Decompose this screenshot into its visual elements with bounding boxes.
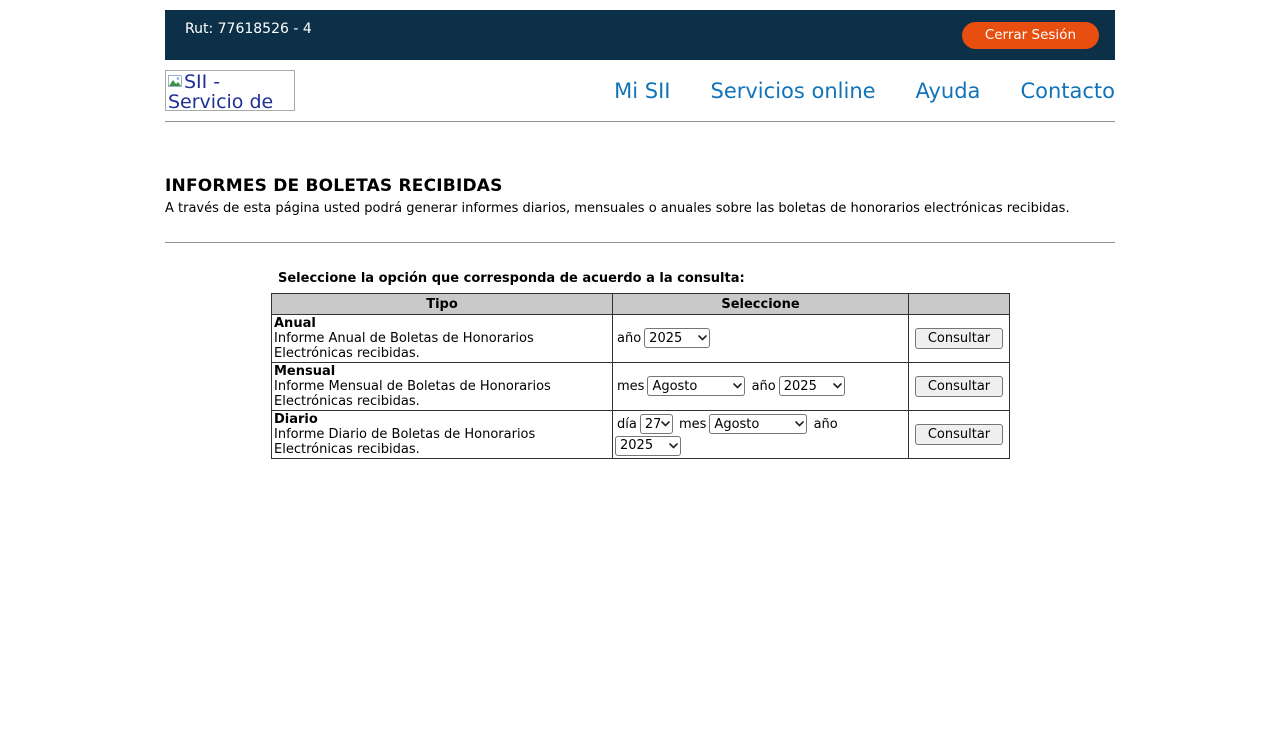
column-header-seleccione: Seleccione [613,294,909,315]
reports-table [271,293,1010,459]
nav-link-contacto[interactable]: Contacto [1020,78,1115,103]
reports-form-section [271,271,1009,459]
diario-type-cell [272,411,613,459]
report-row-mensual [272,363,1010,411]
mensual-consultar-button[interactable]: Consultar [915,376,1003,397]
row-type-label: Anual [274,316,316,331]
anual-consultar-button[interactable]: Consultar [915,328,1003,349]
rut-label: Rut: 77618526 - 4 [185,21,312,37]
report-row-diario [272,411,1010,459]
column-header-action [909,294,1010,315]
anual-action-cell [909,315,1010,363]
report-row-anual [272,315,1010,363]
section-divider [165,242,1115,243]
nav-link-servicios-online[interactable]: Servicios online [710,78,876,103]
anual-type-cell [272,315,613,363]
page-subtitle: A través de esta página usted podrá generar informes diarios, mensuales o anuales sobre las boletas de honorarios electrónicas recibidas. [165,201,1070,216]
diario-action-cell [909,411,1010,459]
diario-month-select[interactable] [709,414,807,434]
row-type-label: Diario [274,412,318,427]
diario-day-label: día [617,416,637,432]
nav-link-mi-sii[interactable]: Mi SII [614,78,671,103]
anual-year-select[interactable] [644,328,710,348]
table-header-row [272,294,1010,315]
site-header [165,60,1115,122]
diario-month-label: mes [678,416,707,432]
mensual-month-select[interactable] [647,376,745,396]
diario-consultar-button[interactable]: Consultar [915,424,1003,445]
page-container [165,10,1115,459]
nav-link-ayuda[interactable]: Ayuda [915,78,981,103]
mensual-select-cell [613,363,909,411]
mensual-year-select[interactable] [779,376,845,396]
column-header-tipo: Tipo [272,294,613,315]
mensual-year-label: año [751,378,776,394]
main-nav [614,79,1115,103]
mensual-type-cell [272,363,613,411]
form-instruction: Seleccione la opción que corresponda de acuerdo a la consulta: [278,271,745,286]
diario-year-label: año [813,416,838,432]
logout-button[interactable]: Cerrar Sesión [962,22,1099,49]
anual-year-label: año [617,330,642,346]
anual-select-cell [613,315,909,363]
diario-year-select[interactable] [615,436,681,456]
diario-day-select[interactable] [640,414,673,434]
row-type-label: Mensual [274,364,336,379]
mensual-month-label: mes [617,378,645,394]
session-bar [165,10,1115,60]
broken-image-icon [168,72,183,92]
row-description: Informe Diario de Boletas de Honorarios Electrónicas recibidas. [274,427,536,457]
row-description: Informe Mensual de Boletas de Honorarios Electrónicas recibidas. [274,379,551,409]
site-logo[interactable] [165,70,295,111]
page-title: INFORMES DE BOLETAS RECIBIDAS [165,176,503,196]
broken-image-alt-text: SII - Servicio de [168,71,274,111]
mensual-action-cell [909,363,1010,411]
diario-select-cell [613,411,909,459]
row-description: Informe Anual de Boletas de Honorarios Electrónicas recibidas. [274,331,534,361]
